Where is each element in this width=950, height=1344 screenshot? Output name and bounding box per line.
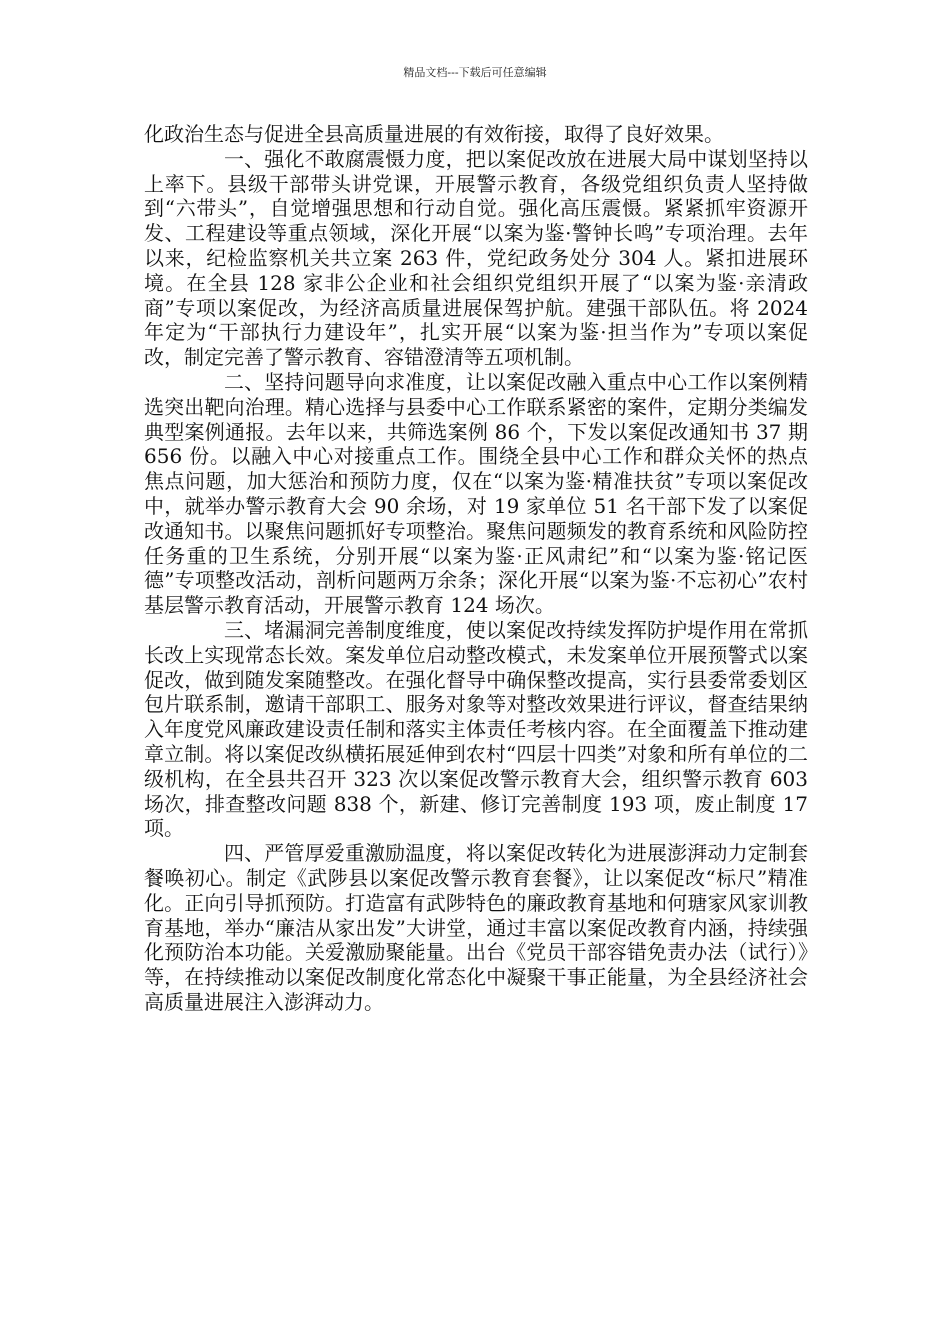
paragraph-continuation: 化政治生态与促进全县高质量进展的有效衔接，取得了良好效果。 bbox=[144, 122, 724, 146]
document-body bbox=[144, 122, 808, 1015]
paragraph-section-1: 一、强化不敢腐震慑力度，把以案促改放在进展大局中谋划坚持以上率下。县级干部带头讲党课，开展警示教育，各级党组织负责人坚持做到“六带头”，自觉增强思想和行动自觉。强化高压震慑。紧紧抓牢资源开发、工程建设等重点领域，深化开展“以案为鉴·警钟长鸣”专项治理。去年以来，纪检监察机关共立案 263 件，党纪政务处分 304 人。紧扣进展环境。在全县 128 家非公企业和社会组织党组织开展了“以案为鉴·亲清政商”专项以案促改，为经济高质量进展保驾护航。建强干部队伍。将 2024 年定为“干部执行力建设年”，扎实开展“以案为鉴·担当作为”专项以案促改，制定完善了警示教育、容错澄清等五项机制。 bbox=[144, 146, 808, 370]
page-header: 精品文档---下载后可任意编辑 bbox=[403, 66, 547, 79]
paragraph-section-2: 二、坚持问题导向求准度，让以案促改融入重点中心工作以案例精选突出靶向治理。精心选择与县委中心工作联系紧密的案件，定期分类编发典型案例通报。去年以来，共筛选案例 86 个，下发以案促改通知书 37 期 656 份。以融入中心对接重点工作。围绕全县中心工作和群众关怀的热点焦点问题，加大惩治和预防力度，仅在“以案为鉴·精准扶贫”专项以案促改中，就举办警示教育大会 90 余场，对 19 家单位 51 名干部下发了以案促改通知书。以聚焦问题抓好专项整治。聚焦问题频发的教育系统和风险防控任务重的卫生系统，分别开展“以案为鉴·正风肃纪”和“以案为鉴·铭记医德”专项整改活动，剖析问题两万余条；深化开展“以案为鉴·不忘初心”农村基层警示教育活动，开展警示教育 124 场次。 bbox=[144, 369, 808, 618]
paragraph-section-4: 四、严管厚爱重激励温度，将以案促改转化为进展澎湃动力定制套餐唤初心。制定《武陟县以案促改警示教育套餐》，让以案促改“标尺”精准化。正向引导抓预防。打造富有武陟特色的廉政教育基地和何瑭家风家训教育基地，举办“廉洁从家出发”大讲堂，通过丰富以案促改教育内涵，持续强化预防治本功能。关爱激励聚能量。出台《党员干部容错免责办法（试行）》等，在持续推动以案促改制度化常态化中凝聚干事正能量，为全县经济社会高质量进展注入澎湃动力。 bbox=[144, 841, 808, 1014]
paragraph-section-3: 三、堵漏洞完善制度维度，使以案促改持续发挥防护堤作用在常抓长改上实现常态长效。案发单位启动整改模式，未发案单位开展预警式以案促改，做到随发案随整改。在强化督导中确保整改提高，实行县委常委划区包片联系制，邀请干部职工、服务对象等对整改效果进行评议，督查结果纳入年度党风廉政建设责任制和落实主体责任考核内容。在全面覆盖下推动建章立制。将以案促改纵横拓展延伸到农村“四层十四类”对象和所有单位的二级机构，在全县共召开 323 次以案促改警示教育大会，组织警示教育 603 场次，排查整改问题 838 个，新建、修订完善制度 193 项，废止制度 17 项。 bbox=[144, 617, 808, 841]
